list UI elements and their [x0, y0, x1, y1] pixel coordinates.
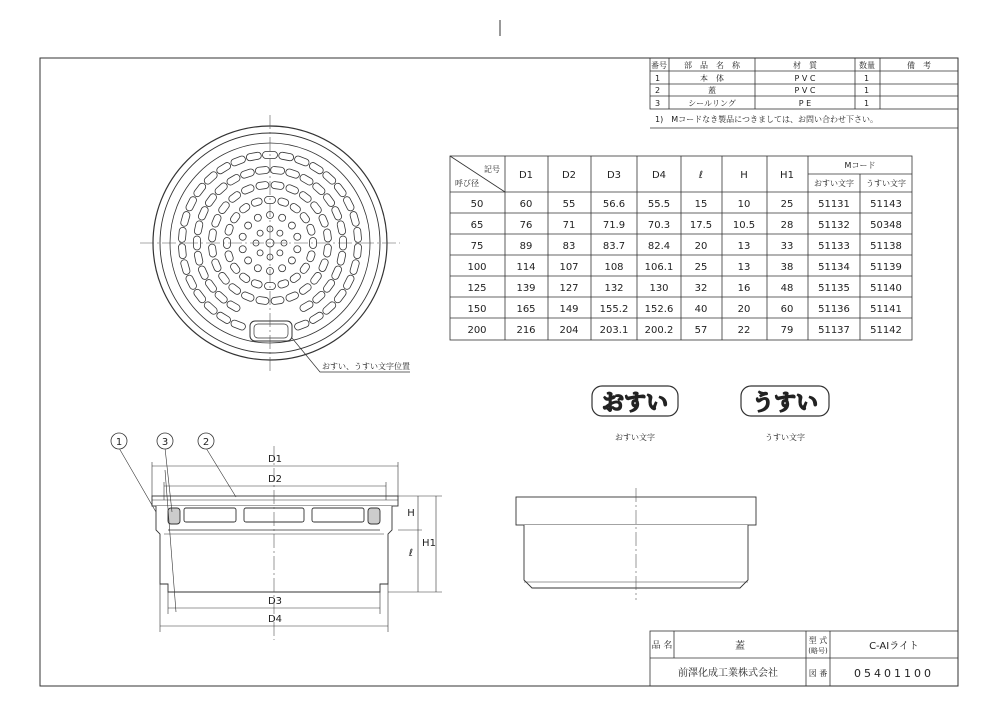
- dim-cell-r4-c3: 107: [559, 262, 579, 273]
- grate-hole: [227, 190, 242, 203]
- grate-hole: [333, 182, 348, 198]
- seal-ring-left: [168, 508, 180, 524]
- grate-hole: [214, 181, 229, 196]
- grate-hole: [214, 290, 229, 305]
- dim-cell-r1-c5: 55.5: [647, 199, 671, 210]
- dim-cell-r2-c1: 65: [470, 220, 484, 231]
- grate-hole: [178, 227, 186, 243]
- grate-hole: [323, 229, 332, 243]
- balloon-2: 2: [202, 437, 210, 448]
- dim-cell-r4-c6: 25: [694, 262, 708, 273]
- parts-row-3-qty: 1: [864, 99, 870, 108]
- dim-cell-r1-c6: 15: [694, 199, 708, 210]
- grate-hole: [289, 272, 302, 284]
- title-model-value: C-AIライト: [869, 641, 919, 652]
- grate-hole: [197, 265, 209, 281]
- grate-hole: [246, 152, 262, 162]
- dim-cell-r4-c10: 51139: [870, 262, 902, 273]
- title-drawing-label: 図 番: [808, 669, 828, 678]
- grate-hole: [230, 319, 247, 331]
- dim-label-l: ℓ: [408, 548, 414, 559]
- dim-cell-r1-c9: 51131: [818, 199, 850, 210]
- dim-col-d2: D2: [561, 170, 577, 181]
- grate-hole: [337, 251, 347, 266]
- dim-cell-r5-c3: 127: [559, 283, 579, 294]
- seal-ring-right: [368, 508, 380, 524]
- grate-hole: [250, 279, 263, 289]
- dim-label-d1: D1: [267, 454, 283, 465]
- dim-cell-r6-c5: 152.6: [644, 304, 674, 315]
- dim-cell-r3-c2: 89: [519, 241, 533, 252]
- dim-cell-r7-c5: 200.2: [644, 325, 674, 336]
- title-model-label: 型 式: [808, 636, 828, 645]
- parts-row-2-material: P V C: [794, 86, 816, 95]
- grate-hole: [180, 259, 191, 275]
- parts-table-text: [651, 60, 931, 124]
- grate-hole: [309, 271, 322, 286]
- grate-hole: [299, 262, 311, 275]
- dim-cell-r6-c10: 51141: [870, 304, 902, 315]
- grate-hole: [211, 258, 222, 273]
- grate-hole: [240, 168, 255, 179]
- grate-hole: [254, 265, 261, 272]
- parts-row-2-qty: 1: [864, 86, 870, 95]
- parts-header-no: 番号: [651, 61, 667, 70]
- grate-hole: [308, 311, 324, 325]
- grate-hole: [298, 282, 313, 295]
- dim-cell-r3-c5: 82.4: [647, 241, 671, 252]
- dim-cell-r4-c9: 51134: [818, 262, 850, 273]
- dim-label-d4: D4: [267, 614, 283, 625]
- grate-hole: [278, 152, 294, 162]
- osui-caption: おすい文字: [615, 433, 655, 442]
- grate-hole: [331, 265, 343, 281]
- grate-hole: [254, 214, 261, 221]
- side-view: [516, 488, 756, 600]
- dim-cell-r5-c9: 51135: [818, 283, 850, 294]
- grate-hole: [215, 161, 231, 175]
- dim-cell-r6-c4: 155.2: [599, 304, 629, 315]
- grate-hole: [185, 274, 198, 291]
- dim-cell-r2-c3: 71: [562, 220, 576, 231]
- dim-mcode-osui: おすい文字: [814, 179, 854, 188]
- grate-hole: [322, 192, 336, 207]
- dim-cell-r6-c9: 51136: [818, 304, 850, 315]
- grate-hole: [342, 274, 355, 291]
- grate-hole: [337, 220, 347, 235]
- dim-cell-r2-c9: 51132: [818, 220, 850, 231]
- grate-hole: [240, 291, 255, 302]
- dim-corner-bottom: 呼び径: [455, 179, 479, 188]
- grate-hole: [229, 211, 241, 224]
- grate-hole: [224, 223, 234, 236]
- grate-hole: [180, 211, 191, 227]
- dim-cell-r5-c2: 139: [516, 283, 536, 294]
- grate-hole: [227, 282, 242, 295]
- dim-label-h: H: [407, 508, 415, 519]
- dim-cell-r2-c7: 10.5: [732, 220, 756, 231]
- section-balloons: [111, 433, 214, 449]
- grate-hole: [294, 155, 311, 167]
- dimension-table-text: [455, 161, 906, 336]
- grate-hole: [271, 296, 285, 305]
- dim-cell-r4-c4: 108: [604, 262, 624, 273]
- dim-cell-r2-c8: 28: [780, 220, 794, 231]
- grate-hole: [192, 288, 207, 304]
- dim-cell-r4-c2: 114: [516, 262, 536, 273]
- grate-hole: [256, 296, 270, 305]
- grate-hole: [294, 319, 311, 331]
- dim-cell-r1-c4: 56.6: [602, 199, 626, 210]
- grate-hole: [285, 184, 300, 195]
- grate-hole: [308, 161, 324, 175]
- dim-cell-r3-c10: 51138: [870, 241, 902, 252]
- dim-cell-r1-c10: 51143: [870, 199, 902, 210]
- dim-label-d2: D2: [267, 474, 283, 485]
- dim-cell-r4-c8: 38: [780, 262, 794, 273]
- dim-cell-r5-c8: 48: [780, 283, 794, 294]
- grate-hole: [285, 291, 300, 302]
- osui-marking: [592, 386, 678, 442]
- dim-cell-r2-c5: 70.3: [647, 220, 671, 231]
- grate-hole: [322, 278, 336, 293]
- grate-hole: [203, 300, 219, 315]
- title-name-value: 蓋: [735, 641, 745, 652]
- grate-hole: [257, 230, 263, 236]
- grate-hole: [333, 288, 348, 304]
- parts-header-remarks: 備 考: [907, 61, 931, 70]
- grate-hole: [277, 279, 290, 289]
- grate-hole: [309, 200, 322, 215]
- grate-hole: [299, 173, 315, 186]
- grate-hole: [349, 211, 360, 227]
- dim-cell-r5-c10: 51140: [870, 283, 902, 294]
- grate-hole: [349, 259, 360, 275]
- parts-row-2-name: 蓋: [708, 86, 716, 95]
- parts-header-material: 材 質: [793, 61, 817, 70]
- dim-cell-r6-c1: 150: [467, 304, 487, 315]
- grate-hole: [226, 173, 242, 186]
- grate-hole: [353, 227, 361, 243]
- dim-cell-r6-c8: 60: [780, 304, 794, 315]
- title-block-text: [652, 635, 934, 680]
- dim-cell-r2-c4: 71.9: [602, 220, 626, 231]
- dim-col-d1: D1: [518, 170, 534, 181]
- dim-cell-r5-c1: 125: [467, 283, 487, 294]
- grate-hole: [178, 243, 186, 259]
- dim-col-l: ℓ: [698, 170, 704, 181]
- dim-cell-r5-c7: 16: [737, 283, 751, 294]
- grate-hole: [204, 278, 218, 293]
- dim-cell-r7-c2: 216: [516, 325, 536, 336]
- grate-hole: [298, 190, 313, 203]
- parts-note: 1) Mコードなき製品につきましては、お問い合わせ下さい。: [655, 115, 878, 124]
- balloon-1: 1: [115, 437, 123, 448]
- dim-cell-r1-c1: 50: [470, 199, 484, 210]
- grate-hole: [294, 246, 301, 253]
- grate-hole: [306, 250, 316, 263]
- dim-mcode-usui: うすい文字: [866, 179, 906, 188]
- grate-hole: [238, 202, 251, 214]
- grate-hole: [229, 262, 241, 275]
- grate-hole: [321, 170, 337, 185]
- dim-cell-r5-c5: 130: [649, 283, 669, 294]
- osui-marking-text: おすい: [601, 391, 669, 416]
- dim-cell-r3-c8: 33: [780, 241, 794, 252]
- dim-cell-r5-c4: 132: [604, 283, 624, 294]
- parts-row-1-qty: 1: [864, 74, 870, 83]
- grate-hole: [299, 300, 315, 313]
- parts-row-3-name: シールリング: [688, 99, 736, 108]
- parts-row-1-no: 1: [655, 74, 661, 83]
- grate-hole: [285, 168, 300, 179]
- dim-cell-r4-c1: 100: [467, 262, 487, 273]
- grate-hole: [185, 196, 198, 213]
- grate-hole: [250, 197, 263, 207]
- grate-hole: [239, 246, 246, 253]
- grate-hole: [245, 257, 252, 264]
- grate-hole: [323, 244, 332, 258]
- dim-cell-r2-c2: 76: [519, 220, 533, 231]
- grate-hole: [230, 155, 247, 167]
- dim-col-h1: H1: [780, 170, 794, 181]
- grate-hole: [256, 181, 270, 190]
- dim-cell-r2-c10: 50348: [870, 220, 902, 231]
- dim-cell-r3-c9: 51133: [818, 241, 850, 252]
- grate-hole: [257, 250, 263, 256]
- dim-cell-r4-c5: 106.1: [644, 262, 674, 273]
- grate-hole: [277, 197, 290, 207]
- grate-hole: [245, 222, 252, 229]
- dim-cell-r2-c6: 17.5: [689, 220, 713, 231]
- grate-hole: [277, 250, 283, 256]
- parts-row-2-no: 2: [655, 86, 661, 95]
- dim-cell-r5-c6: 32: [694, 283, 708, 294]
- dim-cell-r3-c6: 20: [694, 241, 708, 252]
- dim-cell-r7-c10: 51142: [870, 325, 902, 336]
- grate-hole: [306, 223, 316, 236]
- grate-hole: [239, 233, 246, 240]
- grate-hole: [215, 311, 231, 325]
- dim-cell-r3-c1: 75: [470, 241, 484, 252]
- dim-cell-r1-c7: 10: [737, 199, 751, 210]
- grate-hole: [211, 213, 222, 228]
- usui-marking: [741, 386, 829, 442]
- grate-hole: [217, 271, 230, 286]
- grate-hole: [342, 196, 355, 213]
- dim-cell-r1-c8: 25: [780, 199, 794, 210]
- dim-cell-r7-c6: 57: [694, 325, 708, 336]
- dim-cell-r3-c7: 13: [737, 241, 751, 252]
- title-name-label: 品 名: [651, 641, 673, 651]
- grate-hole: [192, 182, 207, 198]
- dim-cell-r7-c9: 51137: [818, 325, 850, 336]
- parts-header-name: 部 品 名 称: [684, 61, 740, 70]
- grate-hole: [294, 233, 301, 240]
- title-drawing-value: 05401100: [854, 667, 934, 680]
- dim-mcode-header: Mコード: [844, 161, 876, 170]
- grate-hole: [331, 205, 343, 221]
- dim-cell-r3-c3: 83: [562, 241, 576, 252]
- grate-hole: [197, 205, 209, 221]
- grate-hole: [279, 265, 286, 272]
- parts-row-1-material: P V C: [794, 74, 816, 83]
- dim-cell-r4-c7: 13: [737, 262, 751, 273]
- dim-cell-r1-c3: 55: [562, 199, 576, 210]
- grate-hole: [288, 257, 295, 264]
- grate-hole: [271, 181, 285, 190]
- grate-hole: [194, 220, 204, 235]
- grate-hole: [224, 250, 234, 263]
- grate-hole: [318, 213, 329, 228]
- grate-hole: [204, 192, 218, 207]
- grate-hole: [217, 200, 230, 215]
- dim-col-d4: D4: [651, 170, 667, 181]
- dim-cell-r6-c6: 40: [694, 304, 708, 315]
- title-company: 前澤化成工業株式会社: [678, 668, 778, 679]
- grate-hole: [288, 222, 295, 229]
- dim-col-d3: D3: [606, 170, 622, 181]
- grate-hole: [208, 229, 217, 243]
- grate-hole: [289, 202, 302, 214]
- dim-col-h: H: [740, 170, 748, 181]
- grate-hole: [318, 258, 329, 273]
- title-model-label-sub: (略号): [808, 647, 828, 655]
- dim-cell-r7-c7: 22: [737, 325, 751, 336]
- dim-cell-r7-c3: 204: [559, 325, 579, 336]
- dim-cell-r6-c3: 149: [559, 304, 579, 315]
- grate-hole: [208, 244, 217, 258]
- grate-hole: [270, 166, 285, 174]
- callout-marking-position: おすい、うすい文字位置: [322, 362, 410, 371]
- section-cover: [152, 496, 398, 506]
- parts-row-1-name: 本 体: [700, 74, 724, 83]
- dim-cell-r7-c1: 200: [467, 325, 487, 336]
- grate-hole: [279, 214, 286, 221]
- usui-marking-text: うすい: [751, 391, 819, 416]
- grate-hole: [353, 243, 361, 259]
- dim-label-h1: H1: [422, 538, 436, 549]
- parts-row-3-material: P E: [798, 99, 812, 108]
- grate-hole: [240, 184, 255, 195]
- grate-hole: [238, 272, 251, 284]
- usui-caption: うすい文字: [765, 433, 805, 442]
- grate-hole: [277, 230, 283, 236]
- grate-hole: [194, 251, 204, 266]
- dim-cell-r6-c7: 20: [737, 304, 751, 315]
- grate-hole: [203, 170, 219, 185]
- parts-row-3-no: 3: [655, 99, 661, 108]
- grate-hole: [255, 166, 270, 174]
- grate-hole: [321, 300, 337, 315]
- dim-label-d3: D3: [267, 596, 283, 607]
- grate-hole: [226, 300, 242, 313]
- dim-cell-r1-c2: 60: [519, 199, 533, 210]
- grate-hole: [311, 290, 326, 305]
- dim-corner-top: 記号: [484, 165, 500, 174]
- dim-cell-r6-c2: 165: [516, 304, 536, 315]
- parts-header-qty: 数量: [859, 61, 875, 70]
- grate-hole: [311, 181, 326, 196]
- plan-view: [140, 115, 410, 372]
- balloon-3: 3: [161, 437, 169, 448]
- dim-cell-r7-c8: 79: [780, 325, 794, 336]
- dim-cell-r3-c4: 83.7: [602, 241, 626, 252]
- grate-hole: [299, 211, 311, 224]
- dim-cell-r7-c4: 203.1: [599, 325, 629, 336]
